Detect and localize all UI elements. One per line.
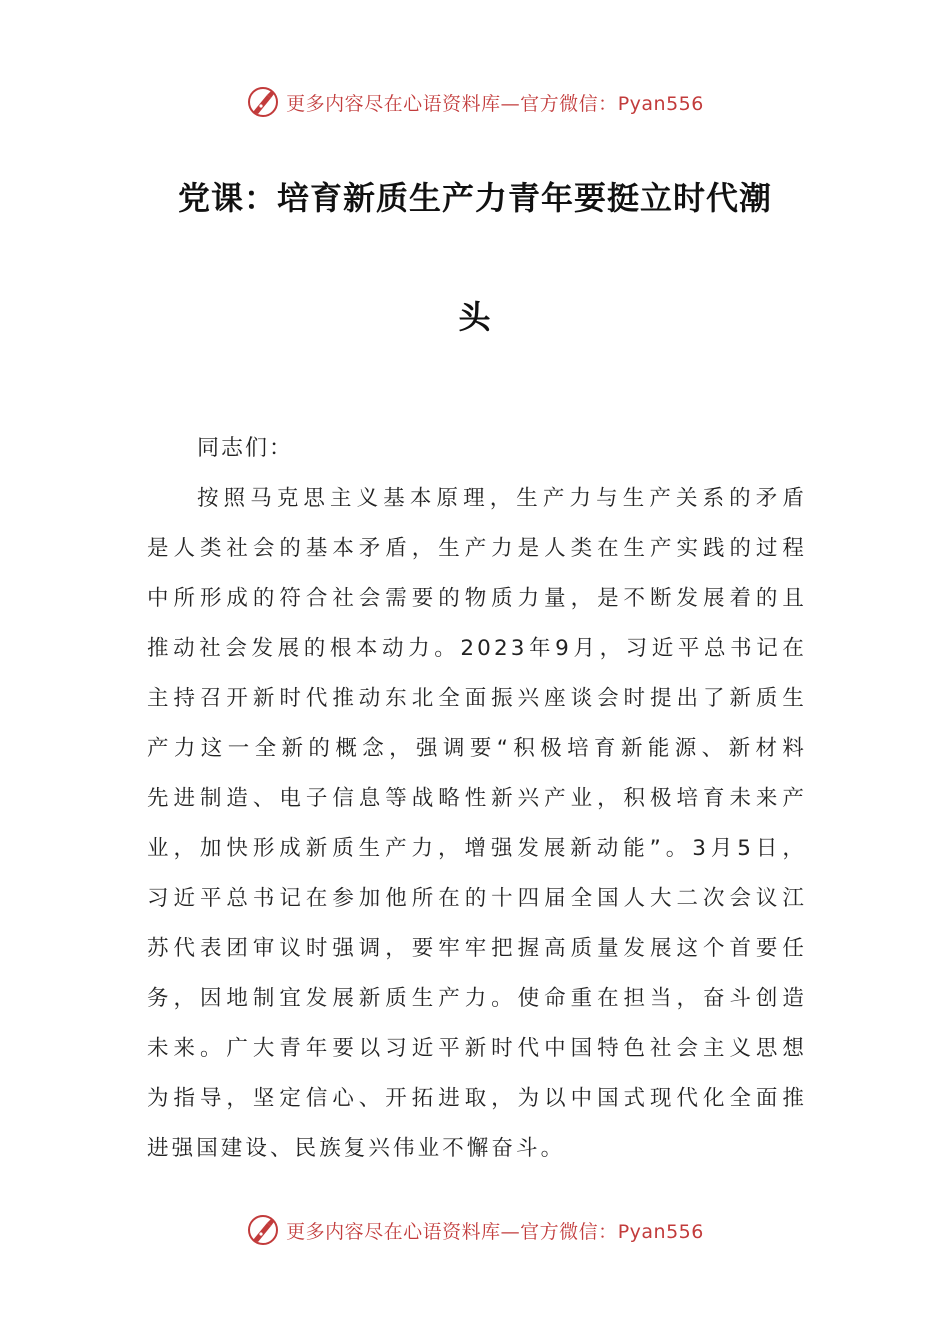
banner-text [286, 1217, 704, 1244]
pen-nib-logo-icon [246, 1213, 280, 1247]
salutation: 同志们： [197, 436, 294, 461]
body-line: 苏代表团审议时强调，要牢牢把握高质量发展这个首要任 [147, 936, 807, 961]
banner-wechat-label: 官方微信： [520, 92, 618, 115]
body-line: 主持召开新时代推动东北全面振兴座谈会时提出了新质生 [147, 686, 807, 711]
banner-separator: — [500, 1220, 521, 1243]
document-title-line-1: 党课：培育新质生产力青年要挺立时代潮 [177, 179, 772, 217]
banner-wechat-id: Pyan556 [617, 92, 704, 115]
body-line: 未来。广大青年要以习近平新时代中国特色社会主义思想 [147, 1036, 807, 1061]
banner-text [286, 89, 704, 116]
body-paragraph [147, 482, 807, 1182]
banner-wechat-label: 官方微信： [520, 1220, 618, 1243]
body-line: 习近平总书记在参加他所在的十四届全国人大二次会议江 [147, 886, 807, 911]
body-line: 推动社会发展的根本动力。2023年9月，习近平总书记在 [147, 636, 807, 661]
pen-nib-logo-icon [246, 85, 280, 119]
body-line: 务，因地制宜发展新质生产力。使命重在担当，奋斗创造 [147, 986, 807, 1011]
footer-banner [0, 1210, 950, 1250]
banner-main-text: 更多内容尽在心语资料库 [286, 92, 501, 115]
body-line: 进强国建设、民族复兴伟业不懈奋斗。 [147, 1136, 566, 1161]
body-line: 业，加快形成新质生产力，增强发展新动能”。3月5日， [147, 836, 807, 861]
header-banner [0, 82, 950, 122]
body-line: 产力这一全新的概念，强调要“积极培育新能源、新材料 [147, 736, 807, 761]
banner-wechat-id: Pyan556 [617, 1220, 704, 1243]
body-line: 是人类社会的基本矛盾，生产力是人类在生产实践的过程 [147, 536, 807, 561]
banner-main-text: 更多内容尽在心语资料库 [286, 1220, 501, 1243]
banner-separator: — [500, 92, 521, 115]
document-title-line-2: 头 [458, 298, 492, 336]
body-line: 中所形成的符合社会需要的物质力量，是不断发展着的且 [147, 586, 807, 611]
body-line: 先进制造、电子信息等战略性新兴产业，积极培育未来产 [147, 786, 807, 811]
body-line: 为指导，坚定信心、开拓进取，为以中国式现代化全面推 [147, 1086, 807, 1111]
body-line: 按照马克思主义基本原理，生产力与生产关系的矛盾 [197, 486, 807, 511]
